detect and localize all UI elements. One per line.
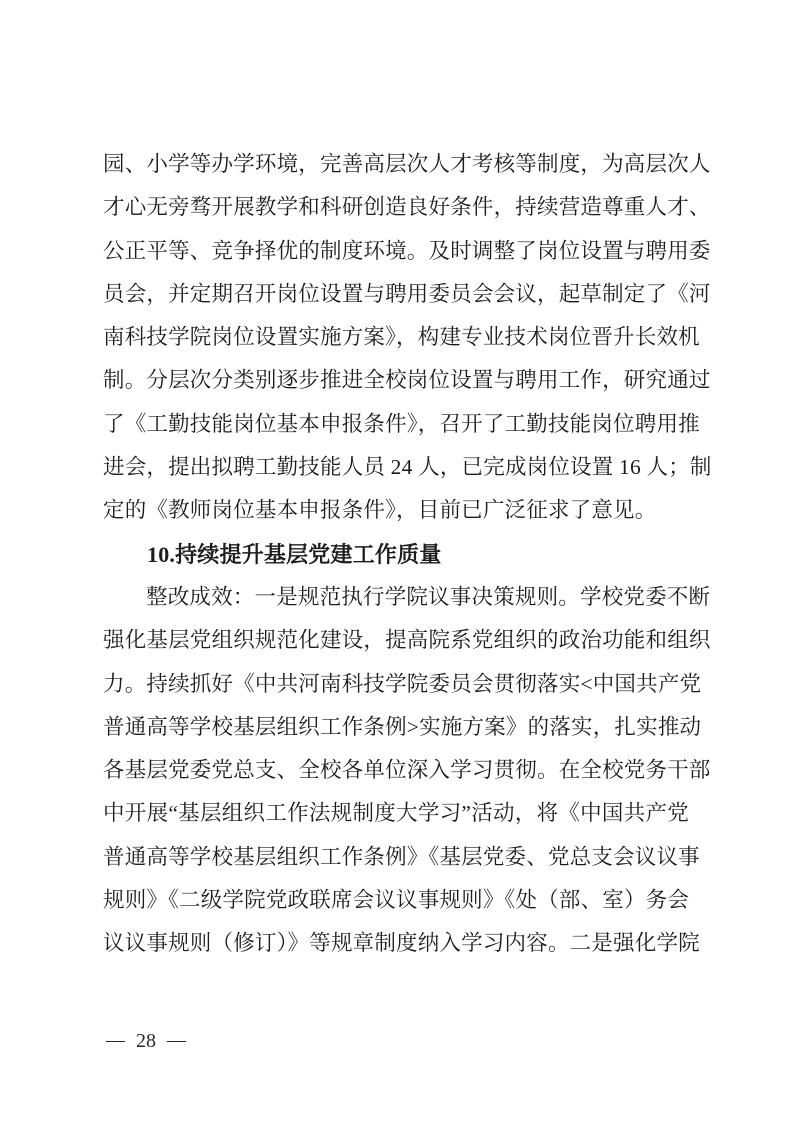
body-line: 普通高等学校基层组织工作条例》《基层党委、党总支会议议事	[103, 844, 700, 869]
section-heading: 10.持续提升基层党建工作质量	[147, 541, 442, 567]
footer-right-dash: —	[167, 1029, 186, 1051]
body-line: 进会，提出拟聘工勤技能人员 24 人，已完成岗位设置 16 人；制	[103, 455, 712, 480]
body-line: 园、小学等办学环境，完善高层次人才考核等制度，为高层次人	[103, 152, 711, 176]
document-body	[103, 143, 712, 966]
body-line: 制。分层次分类别逐步推进全校岗位设置与聘用工作，研究通过	[103, 368, 711, 393]
body-line: 强化基层党组织规范化建设，提高院系党组织的政治功能和组织	[103, 628, 711, 653]
body-line: 各基层党委党总支、全校各单位深入学习贯彻。在全校党务干部	[103, 758, 711, 783]
body-line: 普通高等学校基层组织工作条例>实施方案》的落实，扎实推动	[103, 714, 702, 739]
body-line: 员会，并定期召开岗位设置与聘用委员会会议，起草制定了《河	[103, 281, 711, 306]
paragraph-end-line: 定的《教师岗位基本申报条件》，目前已广泛征求了意见。	[103, 498, 657, 523]
page-footer	[106, 1030, 186, 1053]
body-line: 规则》《二级学院党政联席会议议事规则》《处（部、室）务会	[103, 888, 690, 913]
body-line: 才心无旁骛开展教学和科研创造良好条件，持续营造尊重人才、	[103, 195, 711, 220]
body-line: 议议事规则（修订）》等规章制度纳入学习内容。二是强化学院	[103, 931, 700, 956]
body-line: 中开展“基层组织工作法规制度大学习”活动，将《中国共产党	[103, 801, 689, 826]
body-line: 公正平等、竞争择优的制度环境。及时调整了岗位设置与聘用委	[103, 238, 711, 263]
footer-left-dash: —	[106, 1029, 125, 1051]
body-line: 南科技学院岗位设置实施方案》，构建专业技术岗位晋升长效机	[103, 325, 700, 350]
page-number: 28	[136, 1030, 156, 1052]
paragraph-start-line: 整改成效：一是规范执行学院议事决策规则。学校党委不断	[146, 584, 711, 609]
body-line: 了《工勤技能岗位基本申报条件》，召开了工勤技能岗位聘用推	[103, 411, 700, 436]
body-line: 力。持续抓好《中共河南科技学院委员会贯彻落实<中国共产党	[103, 671, 702, 696]
